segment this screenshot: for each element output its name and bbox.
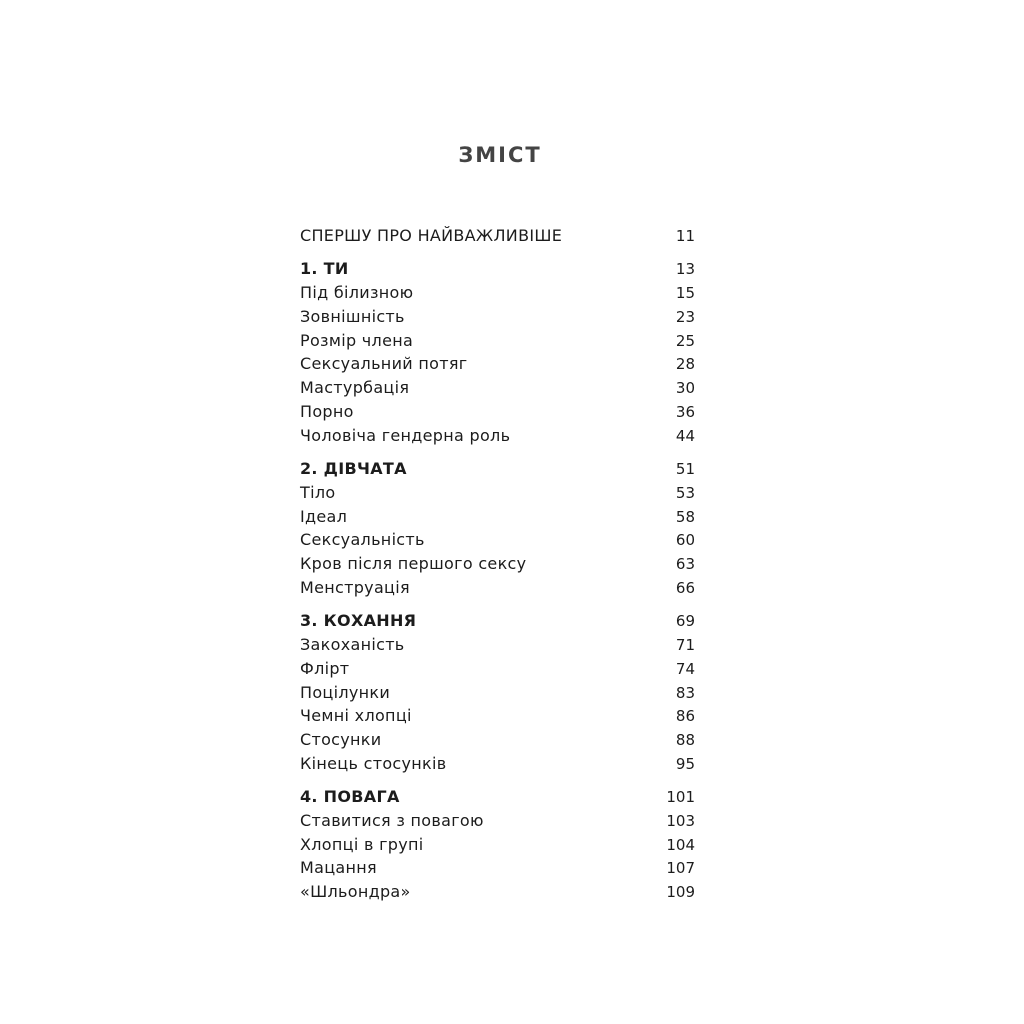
toc-entry-page: 103 [666,811,695,830]
toc-entry-label: Ідеал [300,506,348,526]
toc-chapter-label: 2. ДІВЧАТА [300,458,407,478]
toc-entry[interactable] [300,809,695,833]
toc-entry[interactable] [300,329,695,353]
toc-entry-page: 109 [666,883,695,902]
toc-entry-label: Закоханість [300,634,405,654]
toc-entry-page: 88 [675,731,695,750]
toc-entry[interactable] [300,833,695,857]
toc-chapter-label: 3. КОХАННЯ [300,611,417,631]
toc-entry-label: Тіло [300,482,336,502]
toc-entry-page: 11 [675,227,695,245]
toc-entry-page: 15 [675,283,695,302]
toc-entry-page: 28 [675,355,695,374]
toc-entry-label: Флірт [300,658,350,678]
toc-entry[interactable] [300,400,695,424]
toc-entry-page: 44 [675,426,695,445]
toc-chapter-3[interactable] [300,609,695,633]
toc-chapter-page: 69 [675,612,695,631]
toc-entry[interactable] [300,352,695,376]
toc-entry[interactable] [300,681,695,705]
toc-entry-label: Чемні хлопці [300,706,412,726]
toc-entry-label: Стосунки [300,730,382,750]
toc-entry-page: 36 [675,402,695,421]
toc-chapter-page: 51 [675,459,695,478]
toc-entry[interactable] [300,633,695,657]
toc-entry-page: 25 [675,331,695,350]
toc-chapter-label: 4. ПОВАГА [300,787,400,807]
toc-entry-page: 63 [675,555,695,574]
toc-entry-label: Порно [300,401,354,421]
toc-entry-page: 30 [675,379,695,398]
toc-chapter-page: 13 [675,260,695,279]
toc-entry-page: 23 [675,307,695,326]
toc-entry[interactable] [300,752,695,776]
toc-chapter-4[interactable] [300,785,695,809]
toc-entry-page: 53 [675,483,695,502]
toc-entry-label: Розмір члена [300,330,414,350]
toc-entry-label: Мастурбація [300,378,410,398]
toc-chapter-label: 1. ТИ [300,259,349,279]
toc-entry-label: Під білизною [300,282,414,302]
toc-entry-label: Хлопці в групі [300,834,424,854]
toc-entry-label: Чоловіча гендерна роль [300,425,511,445]
toc-entry[interactable] [300,576,695,600]
toc-entry-label: Сексуальність [300,530,425,550]
toc-entry[interactable] [300,305,695,329]
toc-entry[interactable] [300,856,695,880]
toc-entry[interactable] [300,657,695,681]
toc-entry-label: Зовнішність [300,306,405,326]
toc-entry[interactable] [300,505,695,529]
toc-entry[interactable] [300,728,695,752]
toc-entry-page: 107 [666,859,695,878]
toc-entry-page: 74 [675,659,695,678]
toc-entry-label: Менструація [300,577,410,597]
toc-entry-page: 86 [675,707,695,726]
toc-entry[interactable] [300,424,695,448]
page-title: ЗМІСТ [458,143,542,167]
toc-entry[interactable] [300,880,695,904]
toc-entry-label: Мацання [300,858,377,878]
toc-entry[interactable] [300,481,695,505]
toc-entry-page: 58 [675,507,695,526]
toc-entry-label: Сексуальний потяг [300,354,468,374]
toc-entry[interactable] [300,704,695,728]
toc-entry[interactable] [300,281,695,305]
toc-entry-page: 71 [675,635,695,654]
toc-entry-page: 66 [675,578,695,597]
toc-chapter-1[interactable] [300,257,695,281]
toc-entry-label: Ставитися з повагою [300,810,484,830]
toc-entry-page: 104 [666,835,695,854]
toc-entry-label: Кров після першого сексу [300,554,527,574]
toc-chapter-page: 101 [666,788,695,807]
toc-entry[interactable] [300,552,695,576]
toc-entry[interactable] [300,376,695,400]
toc-entry[interactable] [300,528,695,552]
toc-chapter-2[interactable] [300,457,695,481]
toc-entry-label: СПЕРШУ ПРО НАЙВАЖЛИВІШЕ [300,226,563,245]
toc-entry-label: «Шльондра» [300,882,411,902]
toc-entry-page: 60 [675,531,695,550]
toc-entry-label: Кінець стосунків [300,753,447,773]
toc-entry-page: 83 [675,683,695,702]
table-of-contents [300,224,695,904]
toc-entry-label: Поцілунки [300,682,391,702]
toc-entry-page: 95 [675,754,695,773]
toc-intro-entry[interactable] [300,224,695,248]
